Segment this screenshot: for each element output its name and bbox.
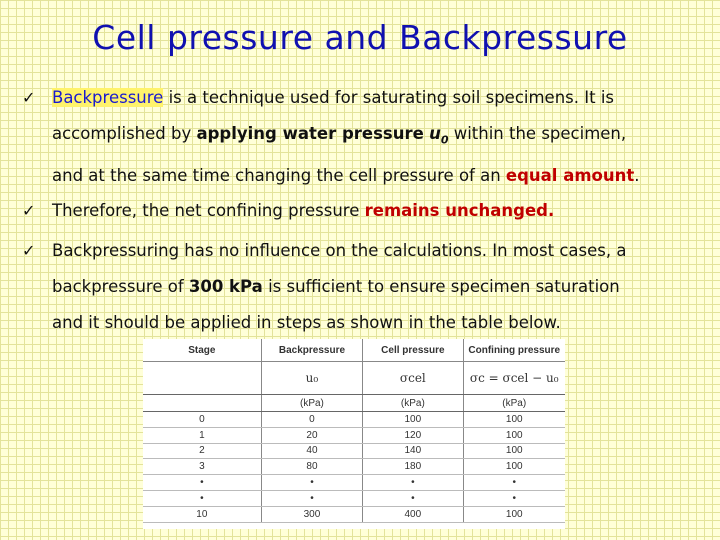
slide-title: Cell pressure and Backpressure [92,18,628,57]
unit-cell: (kPa) [363,395,463,412]
symbol-cell: σc = σcel − u₀ [463,362,565,395]
checkmark-icon: ✓ [22,201,36,220]
table-header-row [143,339,565,362]
table-cell: 10 [143,506,261,522]
table-cell: 300 [261,506,362,522]
bullet-3-text: backpressure of [52,277,189,296]
table-cell: 140 [363,443,463,459]
table-cell: 20 [261,427,362,443]
unit-cell: (kPa) [261,395,362,412]
unit-cell [143,395,261,412]
table-cell: 100 [463,506,565,522]
table-cell: 180 [363,459,463,475]
table-cell: 100 [463,459,565,475]
bullet-1-text: within the specimen, [448,124,627,143]
table-cell: • [261,475,362,491]
symbol-cell: u₀ [261,362,362,395]
bullet-backpressure-definition [22,80,702,194]
table-cell: 0 [261,412,362,428]
remains-unchanged: remains unchanged. [364,201,555,220]
checkmark-icon: ✓ [22,241,36,260]
table-cell: 1 [143,427,261,443]
checkmark-icon: ✓ [22,88,36,107]
table-row [143,506,565,522]
symbol-cell: σcel [363,362,463,395]
table-cell: 0 [143,412,261,428]
bullet-1-line-3 [52,158,702,194]
table-row [143,427,565,443]
symbol-u0 [429,124,449,147]
symbol-row [143,362,565,395]
bullet-1-line-1 [52,80,702,116]
bullet-3-line-3: and it should be applied in steps as shown in the table below. [52,313,561,332]
table-cell: 100 [363,412,463,428]
table-cell: 2 [143,443,261,459]
bullet-net-confining-pressure [22,193,702,229]
table-cell: 40 [261,443,362,459]
equal-amount: equal amount [505,166,635,186]
table-row [143,412,565,428]
bullet-1-text: and at the same time changing the cell pressure of an [52,166,506,186]
table-cell: • [143,490,261,506]
symbol-subscript: 0 [440,133,449,147]
bullet-2-text: Therefore, the net confining pressure [52,201,365,220]
value-300-kpa: 300 kPa [188,277,263,296]
bullet-3-line-2 [52,269,702,305]
table-cell: • [463,490,565,506]
table-cell: 80 [261,459,362,475]
bullet-1-text: accomplished by [52,124,197,143]
table-row [143,459,565,475]
unit-cell: (kPa) [463,395,565,412]
table-cell: • [363,475,463,491]
table-row [143,490,565,506]
table-cell: 3 [143,459,261,475]
bullet-3-text: is sufficient to ensure specimen saturation [262,277,620,296]
units-row [143,395,565,412]
table-cell: 120 [363,427,463,443]
table-cell: 100 [463,427,565,443]
table-cell: 100 [463,412,565,428]
backpressure-steps-table [143,339,565,529]
table-cell: • [363,490,463,506]
table-cell: • [261,490,362,506]
symbol-u: u [429,124,441,143]
applying-water-pressure: applying water pressure [196,124,424,143]
bullet-3-line-1: Backpressuring has no influence on the calculations. In most cases, a [52,241,627,260]
table-row [143,443,565,459]
bullet-1-text: is a technique used for saturating soil specimens. It is [163,88,615,107]
bullet-1-text: . [634,166,640,186]
bullet-2-line-1 [52,193,702,229]
term-backpressure: Backpressure [52,88,164,107]
symbol-cell [143,362,261,395]
table-row [143,475,565,491]
table-cell: • [463,475,565,491]
header-backpressure: Backpressure [261,339,362,362]
bullet-backpressuring-influence [22,233,702,341]
header-stage: Stage [143,339,261,362]
table-cell: 400 [363,506,463,522]
header-cell-pressure: Cell pressure [363,339,463,362]
header-confining-pressure: Confining pressure [463,339,565,362]
table-cell: 100 [463,443,565,459]
table-cell: • [143,475,261,491]
bullet-1-line-2 [52,116,702,158]
